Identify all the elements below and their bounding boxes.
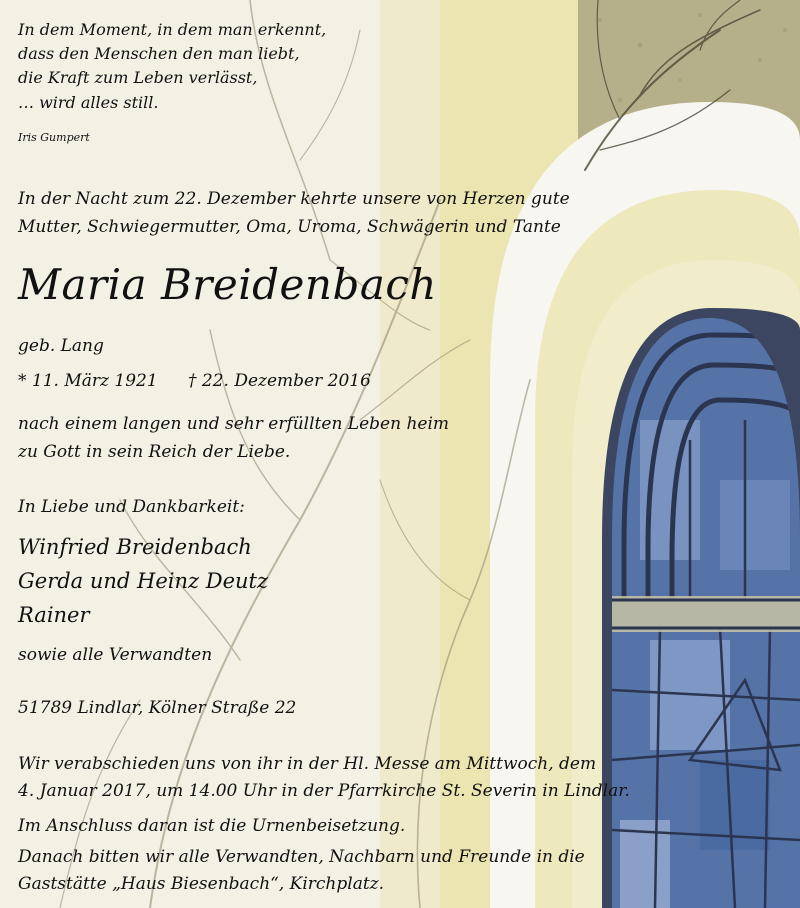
poem-line: … wird alles still. xyxy=(18,93,159,112)
invitation-line: Gaststätte „Haus Biesenbach“, Kirchplatz. xyxy=(18,874,385,894)
closing-line: nach einem langen und sehr erfüllten Leben heim xyxy=(18,414,450,434)
poem-line: die Kraft zum Leben verlässt, xyxy=(18,68,258,87)
closing-line: zu Gott in sein Reich der Liebe. xyxy=(18,442,291,462)
maiden-name: geb. Lang xyxy=(18,336,104,356)
dedication: In Liebe und Dankbarkeit: xyxy=(18,497,245,517)
poem-line: In dem Moment, in dem man erkennt, xyxy=(18,20,327,39)
mourner-name: Rainer xyxy=(18,603,90,627)
address: 51789 Lindlar, Kölner Straße 22 xyxy=(18,698,297,718)
relatives: sowie alle Verwandten xyxy=(18,645,213,665)
invitation-line: Danach bitten wir alle Verwandten, Nachbarn und Freunde in die xyxy=(18,847,585,867)
deceased-name: Maria Breidenbach xyxy=(18,260,437,309)
service-line: Wir verabschieden uns von ihr in der Hl. Messe am Mittwoch, dem xyxy=(18,754,597,774)
intro-line: Mutter, Schwiegermutter, Oma, Uroma, Schwägerin und Tante xyxy=(18,217,561,237)
mourner-name: Gerda und Heinz Deutz xyxy=(18,569,269,593)
intro-line: In der Nacht zum 22. Dezember kehrte unsere von Herzen gute xyxy=(18,189,570,209)
poem-author: Iris Gumpert xyxy=(18,131,90,144)
mourner-name: Winfried Breidenbach xyxy=(18,535,252,559)
death-date: † 22. Dezember 2016 xyxy=(188,371,371,391)
birth-date: * 11. März 1921 xyxy=(18,371,158,391)
urn-burial: Im Anschluss daran ist die Urnenbeisetzung. xyxy=(18,816,406,836)
service-line: 4. Januar 2017, um 14.00 Uhr in der Pfarrkirche St. Severin in Lindlar. xyxy=(18,781,630,801)
poem-line: dass den Menschen den man liebt, xyxy=(18,44,300,63)
stained-glass-window xyxy=(600,300,800,908)
